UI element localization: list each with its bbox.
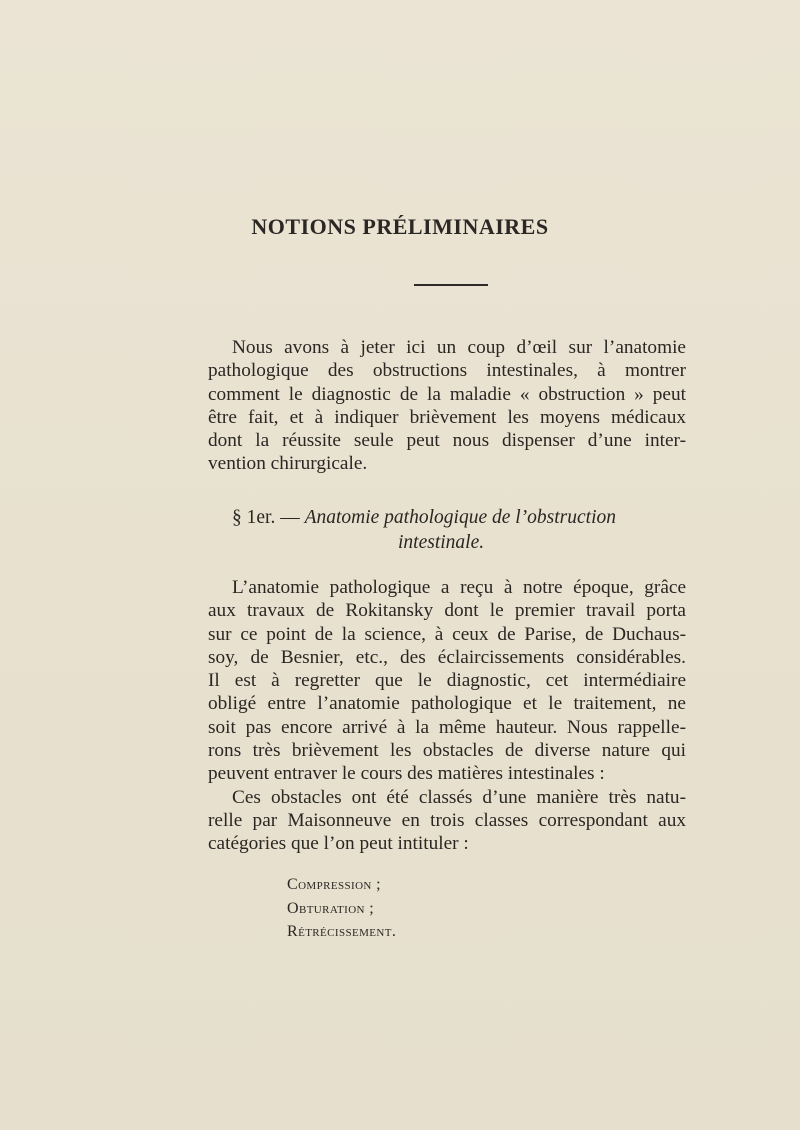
page-title: NOTIONS PRÉLIMINAIRES xyxy=(251,214,549,239)
text-line: être fait, et à indiquer brièvement les moyens médicaux xyxy=(208,406,686,428)
category-item: Rétrécissement. xyxy=(287,923,397,940)
text-line: soit pas encore arrivé à la même hauteur. Nous rappelle- xyxy=(208,716,686,738)
title-rule xyxy=(414,284,488,286)
section-heading xyxy=(208,505,686,555)
text-line: comment le diagnostic de la maladie « obstruction » peut xyxy=(208,383,686,405)
text-line: aux travaux de Rokitansky dont le premier travail porta xyxy=(208,600,686,622)
category-item: Compression ; xyxy=(287,876,382,893)
text-line: sur ce point de la science, à ceux de Parise, de Duchaus- xyxy=(208,623,686,645)
text-line: L’anatomie pathologique a reçu à notre époque, grâce xyxy=(232,577,686,598)
text-line: pathologique des obstructions intestinales, à montrer xyxy=(208,360,686,382)
text-line: Nous avons à jeter ici un coup d’œil sur l’anatomie xyxy=(232,337,686,358)
text-line: obligé entre l’anatomie pathologique et le traitement, ne xyxy=(208,693,686,715)
text-line: soy, de Besnier, etc., des éclaircissements considérables. xyxy=(208,646,686,668)
text-line: peuvent entraver le cours des matières intestinales : xyxy=(208,763,605,785)
text-line: dont la réussite seule peut nous dispenser d’une inter- xyxy=(208,430,686,452)
text-line: Ces obstacles ont été classés d’une manière très natu- xyxy=(232,786,686,808)
category-list xyxy=(287,873,396,944)
section-title-continued: intestinale. xyxy=(398,532,485,553)
section-title: Anatomie pathologique de l’obstruction xyxy=(304,507,616,528)
text-line: relle par Maisonneuve en trois classes correspondant aux xyxy=(208,809,686,831)
section-heading-line xyxy=(208,505,686,530)
intro-paragraph xyxy=(208,336,686,476)
category-item: Obturation ; xyxy=(287,899,375,917)
body-paragraph xyxy=(208,576,686,856)
text-line: rons très brièvement les obstacles de diverse nature qui xyxy=(208,740,686,762)
text-line: Il est à regretter que le diagnostic, cet intermédiaire xyxy=(208,670,686,692)
text-line: catégories que l’on peut intituler : xyxy=(208,833,469,855)
text-line: vention chirurgicale. xyxy=(208,453,368,475)
section-number: § 1er. — xyxy=(232,507,305,528)
